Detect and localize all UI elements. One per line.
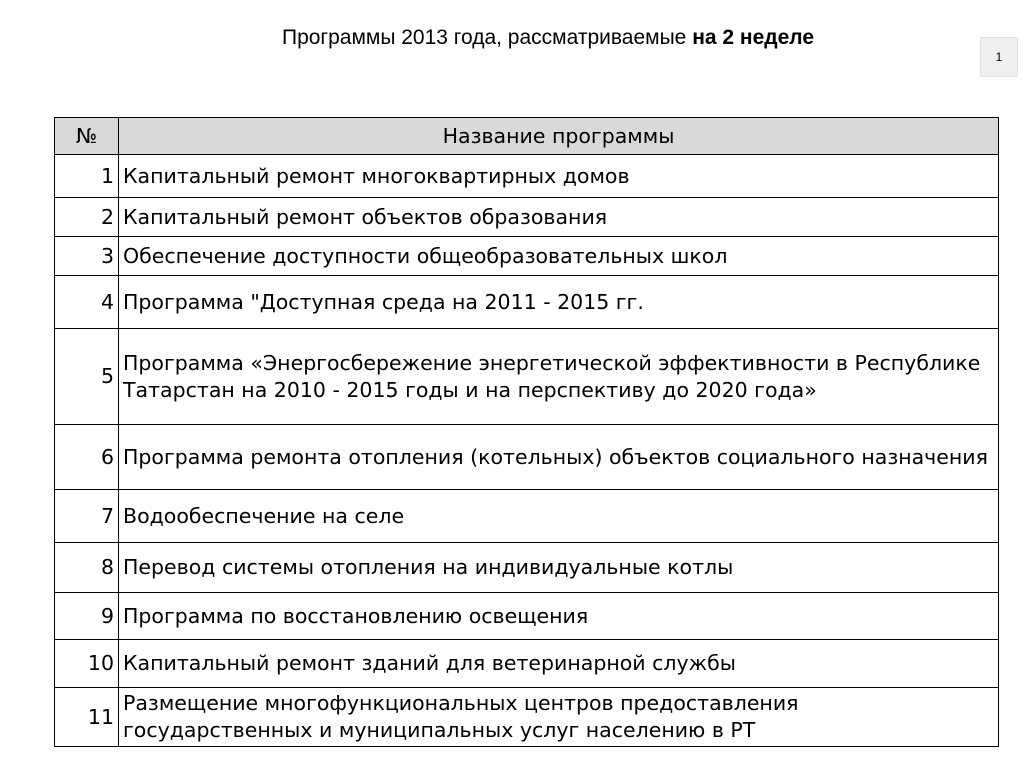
row-number: 11 <box>55 688 119 747</box>
row-program-name: Программа ремонта отопления (котельных) объектов социального назначения <box>119 425 999 490</box>
row-number: 4 <box>55 276 119 329</box>
table-row <box>55 198 999 237</box>
row-program-name: Обеспечение доступности общеобразовательных школ <box>119 237 999 276</box>
table-row <box>55 593 999 640</box>
table-row <box>55 640 999 688</box>
row-number: 9 <box>55 593 119 640</box>
page-title <box>0 26 1024 50</box>
header-program-name: Название программы <box>119 118 999 155</box>
table-row <box>55 425 999 490</box>
page-title-emphasis: на 2 неделе <box>692 26 815 49</box>
row-program-name: Программа "Доступная среда на 2011 - 2015 гг. <box>119 276 999 329</box>
row-number: 10 <box>55 640 119 688</box>
row-number: 5 <box>55 329 119 425</box>
table-row <box>55 237 999 276</box>
table-row <box>55 155 999 198</box>
page-title-text: Программы 2013 года, рассматриваемые <box>281 26 693 49</box>
page-number-badge: 1 <box>980 37 1018 77</box>
programs-table <box>54 117 999 747</box>
row-program-name: Программа по восстановлению освещения <box>119 593 999 640</box>
row-program-name: Водообеспечение на селе <box>119 490 999 543</box>
table-header-row <box>55 118 999 155</box>
table-row <box>55 688 999 747</box>
row-number: 8 <box>55 543 119 593</box>
table-row <box>55 276 999 329</box>
table-row <box>55 543 999 593</box>
row-program-name: Программа «Энергосбережение энергетической эффективности в Республике Татарстан на 2010 - 2015 годы и на перспективу до 2020 года» <box>119 329 999 425</box>
header-number: № <box>55 118 119 155</box>
row-program-name: Капитальный ремонт многоквартирных домов <box>119 155 999 198</box>
table-row <box>55 490 999 543</box>
row-number: 1 <box>55 155 119 198</box>
table-row <box>55 329 999 425</box>
row-number: 2 <box>55 198 119 237</box>
row-program-name: Размещение многофункциональных центров предоставления государственных и муниципальных услуг населению в РТ <box>119 688 999 747</box>
row-program-name: Перевод системы отопления на индивидуальные котлы <box>119 543 999 593</box>
row-program-name: Капитальный ремонт зданий для ветеринарной службы <box>119 640 999 688</box>
row-number: 3 <box>55 237 119 276</box>
row-program-name: Капитальный ремонт объектов образования <box>119 198 999 237</box>
row-number: 6 <box>55 425 119 490</box>
row-number: 7 <box>55 490 119 543</box>
